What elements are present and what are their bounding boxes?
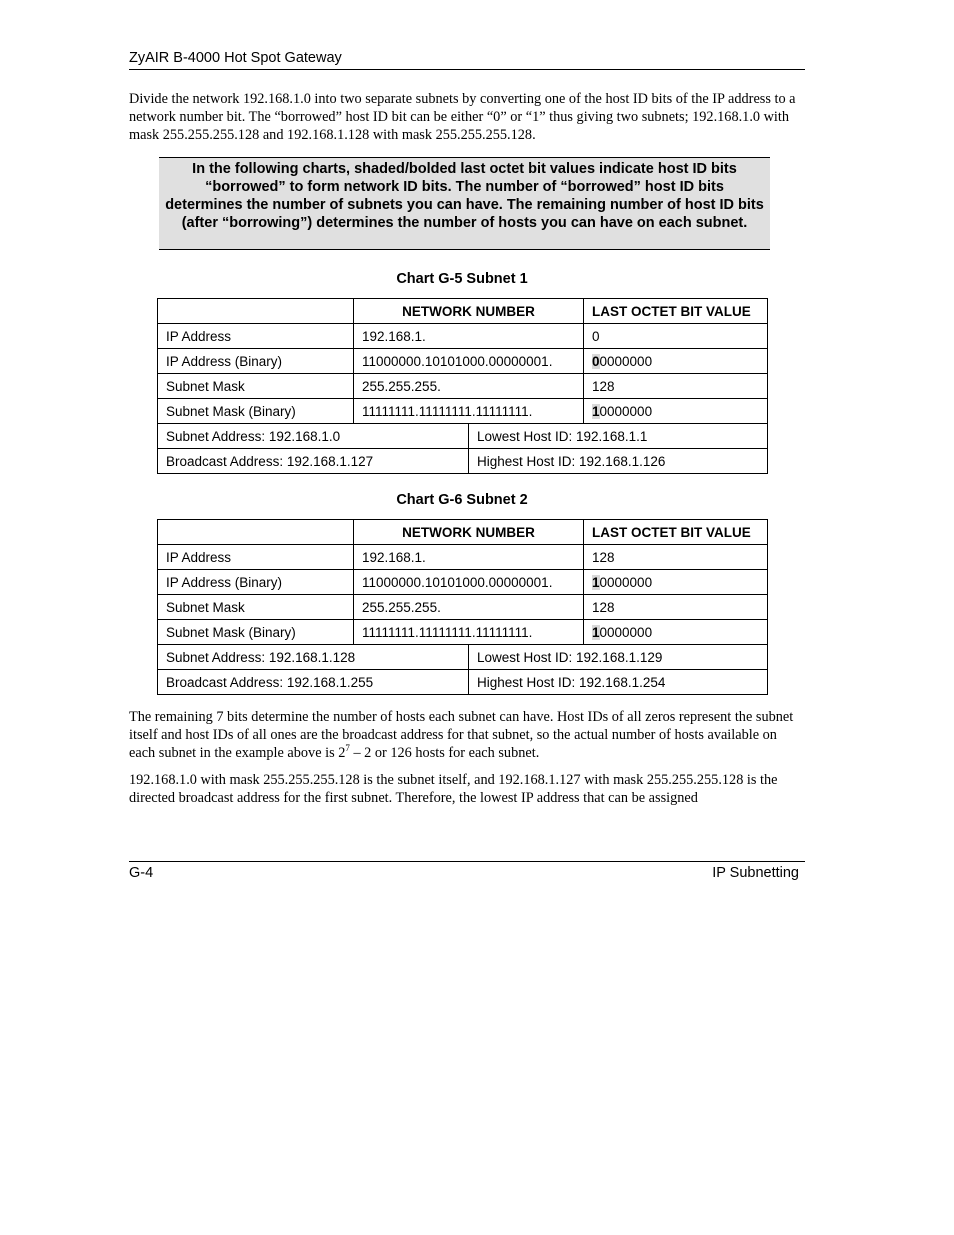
row-label: IP Address (Binary) — [158, 570, 354, 595]
last-octet-cell — [584, 349, 768, 374]
row-label: Subnet Mask (Binary) — [158, 620, 354, 645]
row-label: Subnet Mask (Binary) — [158, 399, 354, 424]
table-row — [158, 620, 768, 645]
row-label: IP Address — [158, 545, 354, 570]
highest-host-cell: Highest Host ID: 192.168.1.254 — [469, 670, 768, 695]
broadcast-paragraph: 192.168.1.0 with mask 255.255.255.128 is the subnet itself, and 192.168.1.127 with mask 255.255.255.128 is the directed broadcast address for the first subnet. Therefore, the lowest IP address that can be assigned — [129, 772, 778, 806]
borrowed-bit: 1 — [592, 574, 600, 590]
section-name: IP Subnetting — [712, 865, 799, 881]
last-octet-cell: 128 — [584, 374, 768, 399]
network-number-cell: 11111111.11111111.11111111. — [354, 620, 584, 645]
page-number: G-4 — [129, 865, 154, 881]
last-octet-cell: 128 — [584, 595, 768, 620]
table-row — [158, 399, 768, 424]
row-label: Subnet Mask — [158, 374, 354, 399]
last-octet-header: LAST OCTET BIT VALUE — [584, 520, 768, 545]
borrowed-bit: 1 — [592, 624, 600, 640]
table-header-row — [158, 520, 768, 545]
hosts-text-start: The remaining 7 bits determine the number of hosts each subnet can have. Host IDs of all zeros represent the subnet itself and host IDs of all ones are the broadcast address for that subnet, so the actual number of hosts available on each subnet in the example above is 2 — [129, 709, 794, 761]
chart-g6-caption: Chart G-6 Subnet 2 — [396, 492, 528, 508]
document-title: ZyAIR B-4000 Hot Spot Gateway — [129, 50, 342, 66]
network-number-header: NETWORK NUMBER — [354, 520, 584, 545]
broadcast-address-cell: Broadcast Address: 192.168.1.127 — [158, 449, 469, 474]
last-octet-cell — [584, 570, 768, 595]
network-number-cell: 11000000.10101000.00000001. — [354, 349, 584, 374]
remaining-bits: 0000000 — [599, 574, 653, 590]
subnet-address-cell: Subnet Address: 192.168.1.0 — [158, 424, 469, 449]
intro-paragraph: Divide the network 192.168.1.0 into two separate subnets by converting one of the host ID bits of the IP address to a network number bit. The “borrowed” host ID bit can be either “0” or “1” thus giving two subnets; 192.168.1.0 with mask 255.255.255.128 and 192.168.1.128 with mask 255.255.255.128. — [129, 91, 796, 143]
empty-header-cell — [158, 299, 354, 324]
remaining-bits: 0000000 — [599, 624, 653, 640]
subnet-address-cell: Subnet Address: 192.168.1.128 — [158, 645, 469, 670]
last-octet-header: LAST OCTET BIT VALUE — [584, 299, 768, 324]
last-octet-cell: 0 — [584, 324, 768, 349]
network-number-header: NETWORK NUMBER — [354, 299, 584, 324]
network-number-cell: 192.168.1. — [354, 324, 584, 349]
network-number-cell: 11111111.11111111.11111111. — [354, 399, 584, 424]
chart-g5-caption: Chart G-5 Subnet 1 — [396, 271, 528, 287]
remaining-bits: 0000000 — [599, 403, 653, 419]
table-row — [158, 595, 768, 620]
network-number-cell: 192.168.1. — [354, 545, 584, 570]
subnet-1-table — [157, 298, 768, 474]
page-footer — [129, 861, 805, 886]
note-box: In the following charts, shaded/bolded last octet bit values indicate host ID bits “borrowed” to form network ID bits. The number of “borrowed” host ID bits determines the number of subnets you can have. The remaining number of host ID bits (after “borrowing”) determines the number of hosts you can have on each subnet. — [159, 157, 770, 250]
borrowed-bit: 0 — [592, 353, 600, 369]
hosts-paragraph — [129, 708, 801, 762]
borrowed-bit: 1 — [592, 403, 600, 419]
table-row — [158, 374, 768, 399]
remaining-bits: 0000000 — [599, 353, 653, 369]
network-number-cell: 255.255.255. — [354, 595, 584, 620]
highest-host-cell: Highest Host ID: 192.168.1.126 — [469, 449, 768, 474]
broadcast-address-cell: Broadcast Address: 192.168.1.255 — [158, 670, 469, 695]
lowest-host-cell: Lowest Host ID: 192.168.1.129 — [469, 645, 768, 670]
table-row — [158, 449, 768, 474]
empty-header-cell — [158, 520, 354, 545]
table-row — [158, 424, 768, 449]
last-octet-cell — [584, 620, 768, 645]
table-row — [158, 570, 768, 595]
network-number-cell: 11000000.10101000.00000001. — [354, 570, 584, 595]
last-octet-cell: 128 — [584, 545, 768, 570]
hosts-text-end: – 2 or 126 hosts for each subnet. — [349, 745, 540, 761]
table-row — [158, 645, 768, 670]
row-label: IP Address (Binary) — [158, 349, 354, 374]
subnet-2-table — [157, 519, 768, 695]
table-row — [158, 545, 768, 570]
network-number-cell: 255.255.255. — [354, 374, 584, 399]
page-header — [129, 49, 805, 70]
table-row — [158, 670, 768, 695]
table-row — [158, 324, 768, 349]
exponent: 7 — [345, 743, 350, 753]
table-row — [158, 349, 768, 374]
table-header-row — [158, 299, 768, 324]
last-octet-cell — [584, 399, 768, 424]
lowest-host-cell: Lowest Host ID: 192.168.1.1 — [469, 424, 768, 449]
row-label: IP Address — [158, 324, 354, 349]
row-label: Subnet Mask — [158, 595, 354, 620]
